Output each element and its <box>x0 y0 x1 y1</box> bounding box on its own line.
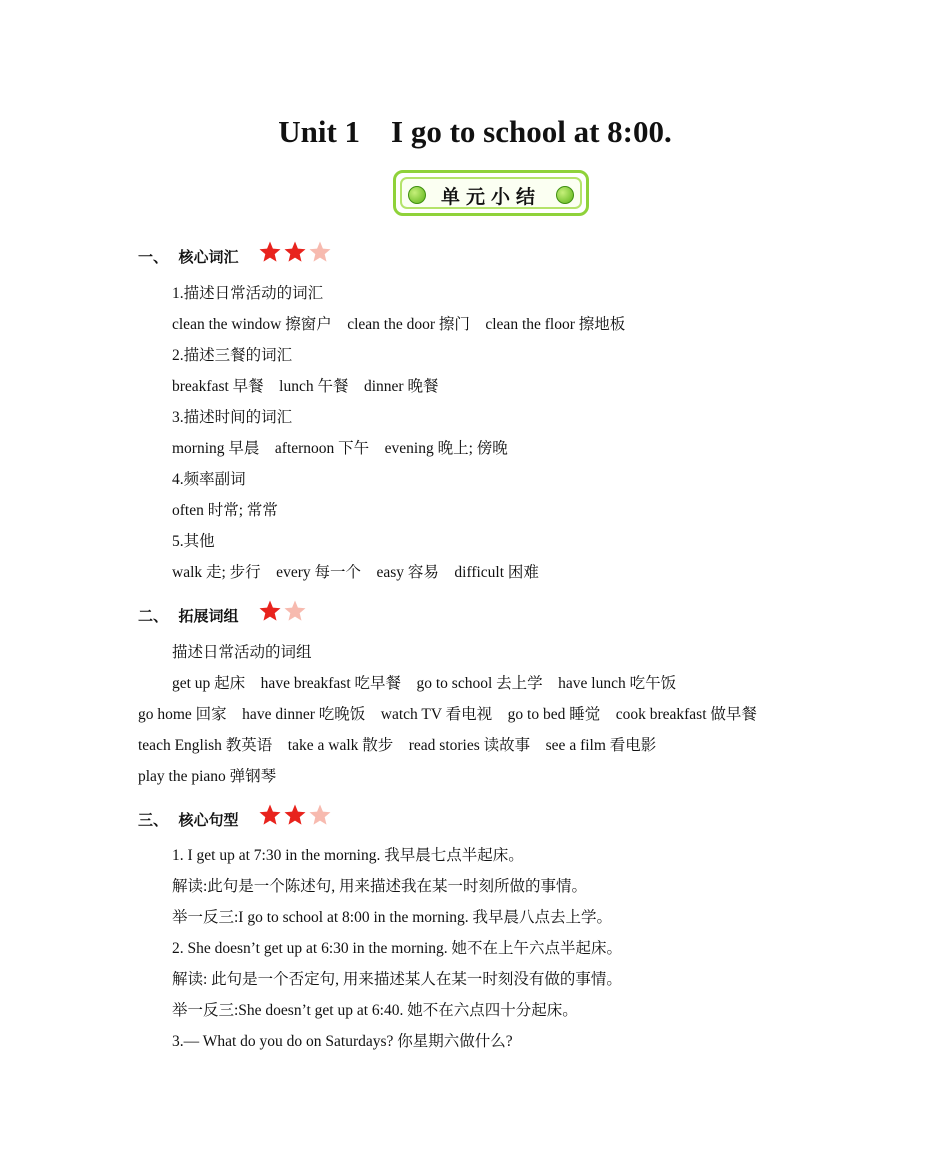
star-rating-graphic <box>258 240 336 264</box>
green-dot-icon <box>556 186 574 204</box>
star-icon <box>285 805 306 825</box>
star-icon <box>260 805 281 825</box>
star-rating-graphic <box>258 803 336 827</box>
text-line: morning 早晨 afternoon 下午 evening 晚上; 傍晚 <box>172 440 508 457</box>
star-icon <box>260 601 281 621</box>
half-star-icon <box>310 242 331 262</box>
star-rating-graphic <box>258 599 310 623</box>
text-line: 3.描述时间的词汇 <box>172 409 293 426</box>
section-heading-extended-phrases: 二、 拓展词组 <box>138 607 239 625</box>
text-line: 1.描述日常活动的词汇 <box>172 285 324 302</box>
text-line: 解读:此句是一个陈述句, 用来描述我在某一时刻所做的事情。 <box>172 878 588 895</box>
text-line: get up 起床 have breakfast 吃早餐 go to school 去上学 have lunch 吃午饭 <box>172 675 677 692</box>
half-star-icon <box>310 805 331 825</box>
text-line: 举一反三:I go to school at 8:00 in the morning. 我早晨八点去上学。 <box>172 909 613 926</box>
text-line: 5.其他 <box>172 533 215 550</box>
text-line: 解读: 此句是一个否定句, 用来描述某人在某一时刻没有做的事情。 <box>172 971 622 988</box>
rating-stars <box>258 803 336 827</box>
text-line: 2. She doesn’t get up at 6:30 in the morning. 她不在上午六点半起床。 <box>172 940 623 957</box>
text-line: 描述日常活动的词组 <box>172 644 312 661</box>
text-line: teach English 教英语 take a walk 散步 read stories 读故事 see a film 看电影 <box>138 737 657 754</box>
text-line: often 时常; 常常 <box>172 502 278 519</box>
badge-label: 单元小结 <box>440 186 541 208</box>
half-star-icon <box>285 601 306 621</box>
star-icon <box>285 242 306 262</box>
text-line: walk 走; 步行 every 每一个 easy 容易 difficult 困难 <box>172 564 539 581</box>
page-title: Unit 1 I go to school at 8:00. <box>278 114 672 149</box>
text-line: 1. I get up at 7:30 in the morning. 我早晨七点半起床。 <box>172 847 524 864</box>
text-line: 3.— What do you do on Saturdays? 你星期六做什么? <box>172 1033 513 1050</box>
text-line: breakfast 早餐 lunch 午餐 dinner 晚餐 <box>172 378 439 395</box>
unit-summary-badge <box>393 170 589 216</box>
section-heading-core-sentences: 三、 核心句型 <box>138 811 239 829</box>
section-heading-core-vocabulary: 一、 核心词汇 <box>138 248 239 266</box>
text-line: 举一反三:She doesn’t get up at 6:40. 她不在六点四十分起床。 <box>172 1002 578 1019</box>
text-line: go home 回家 have dinner 吃晚饭 watch TV 看电视 go to bed 睡觉 cook breakfast 做早餐 <box>138 706 757 723</box>
text-line: 2.描述三餐的词汇 <box>172 347 293 364</box>
rating-stars <box>258 599 310 623</box>
text-line: 4.频率副词 <box>172 471 246 488</box>
star-icon <box>260 242 281 262</box>
text-line: clean the window 擦窗户 clean the door 擦门 clean the floor 擦地板 <box>172 316 626 333</box>
text-line: play the piano 弹钢琴 <box>138 768 277 785</box>
rating-stars <box>258 240 336 264</box>
